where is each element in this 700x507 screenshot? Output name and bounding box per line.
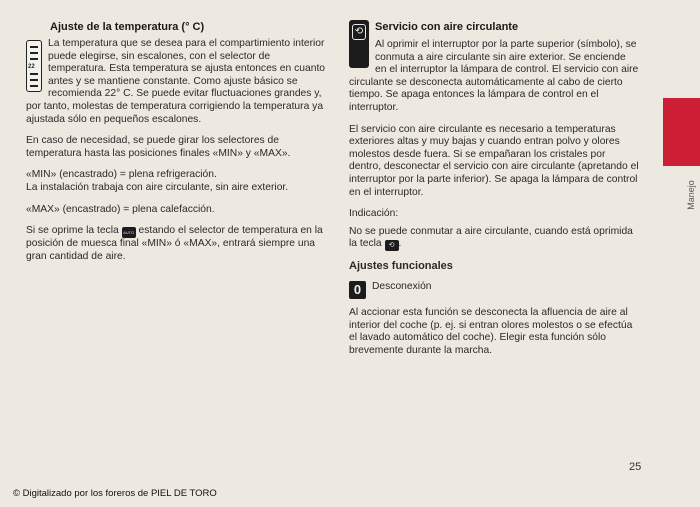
- temperature-limits-text: En caso de necesidad, se puede girar los selectores de temperatura hasta las posiciones finales «MIN» y «MAX».: [26, 135, 291, 159]
- max-description: «MAX» (encastrado) = plena calefacción.: [26, 203, 215, 215]
- off-function-text: Al accionar esta función se desconecta la afluencia de aire al interior del coche (p. ej. si entran olores molestos o se efectúa el lavado automático del coche). Elegir esta función sólo brevemente durante la marcha.: [349, 306, 633, 356]
- chapter-tab-label: [686, 177, 700, 217]
- min-line-detail: La instalación trabaja con aire circulante, sin aire exterior.: [26, 181, 289, 193]
- note-text-pre: No se puede conmutar a aire circulante, cuando está oprimida la tecla: [349, 225, 633, 250]
- scan-credit: © Digitalizado por los foreros de PIEL DE TORO: [13, 488, 217, 499]
- min-description: [26, 169, 326, 194]
- off-key-icon: 0: [349, 281, 366, 299]
- auto-key-icon: AUTO: [122, 227, 136, 238]
- recirculation-key-icon: ⟲: [385, 240, 399, 251]
- auto-text-pre: Si se oprime la tecla: [26, 225, 119, 237]
- chapter-tab: [663, 98, 700, 166]
- recirculation-intro-text: Al oprimir el interruptor por la parte superior (símbolo), se conmuta a aire circulante sin aire exterior. Se enciende en el interruptor la lámpara de control. El servicio con aire circulante se desconecta automáticamente al cabo de cierto tiempo. Se apaga entonces la lámpara de control en el interruptor.: [349, 39, 639, 113]
- section-heading-recirculation: Servicio con aire circulante: [375, 21, 519, 33]
- temperature-intro: [26, 38, 326, 135]
- note-text: [349, 226, 639, 252]
- temperature-icon-label: 22: [28, 64, 35, 70]
- functional-settings-heading: Ajustes funcionales: [349, 260, 453, 273]
- recirculation-intro: [349, 20, 639, 124]
- min-line: «MIN» (encastrado) = plena refrigeración.: [26, 169, 217, 181]
- recirculation-usage-text: El servicio con aire circulante es necesario a temperaturas exteriores altas y muy bajas y cuando entran polvo y olores molestos desde fuera. Si se empañaran los cristales por dentro, desconectar el servicio con aire circulante (apretando el interruptor por la parte inferior). Se apaga la lámpara de control en el interruptor.: [349, 123, 639, 198]
- temperature-intro-text: La temperatura que se desea para el compartimiento interior puede elegirse, sin escalones, con el selector de temperatura. Esta temperatura se ajusta entonces en cuanto antes y se mantiene constante. Como ajuste básico se recomienda 22° C. Se puede evitar fluctuaciones grandes y, por tanto, molestas de temperatura corrigiendo la temperatura ya ajustada sólo en pequeños escalones.: [26, 38, 326, 125]
- off-function-label: Desconexión: [372, 280, 432, 292]
- chapter-tab-text: Manejo: [685, 180, 696, 210]
- page-number: 25: [629, 461, 642, 473]
- recirculation-switch-icon: [349, 20, 369, 68]
- auto-key-text: [26, 225, 326, 263]
- right-column: [349, 20, 639, 366]
- note-text-post: .: [398, 238, 402, 250]
- left-column: [26, 20, 326, 272]
- section-heading-temperature: Ajuste de la temperatura (° C): [50, 21, 205, 33]
- off-function-row: [349, 281, 639, 299]
- temperature-selector-icon: [26, 40, 42, 92]
- recirculation-symbol-icon: ⟲: [352, 24, 366, 40]
- note-label: Indicación:: [349, 208, 399, 220]
- auto-text-post: estando el selector de temperatura en la posición de muesca final «MIN» ó «MAX», entrará siempre una gran cantidad de aire.: [26, 225, 323, 262]
